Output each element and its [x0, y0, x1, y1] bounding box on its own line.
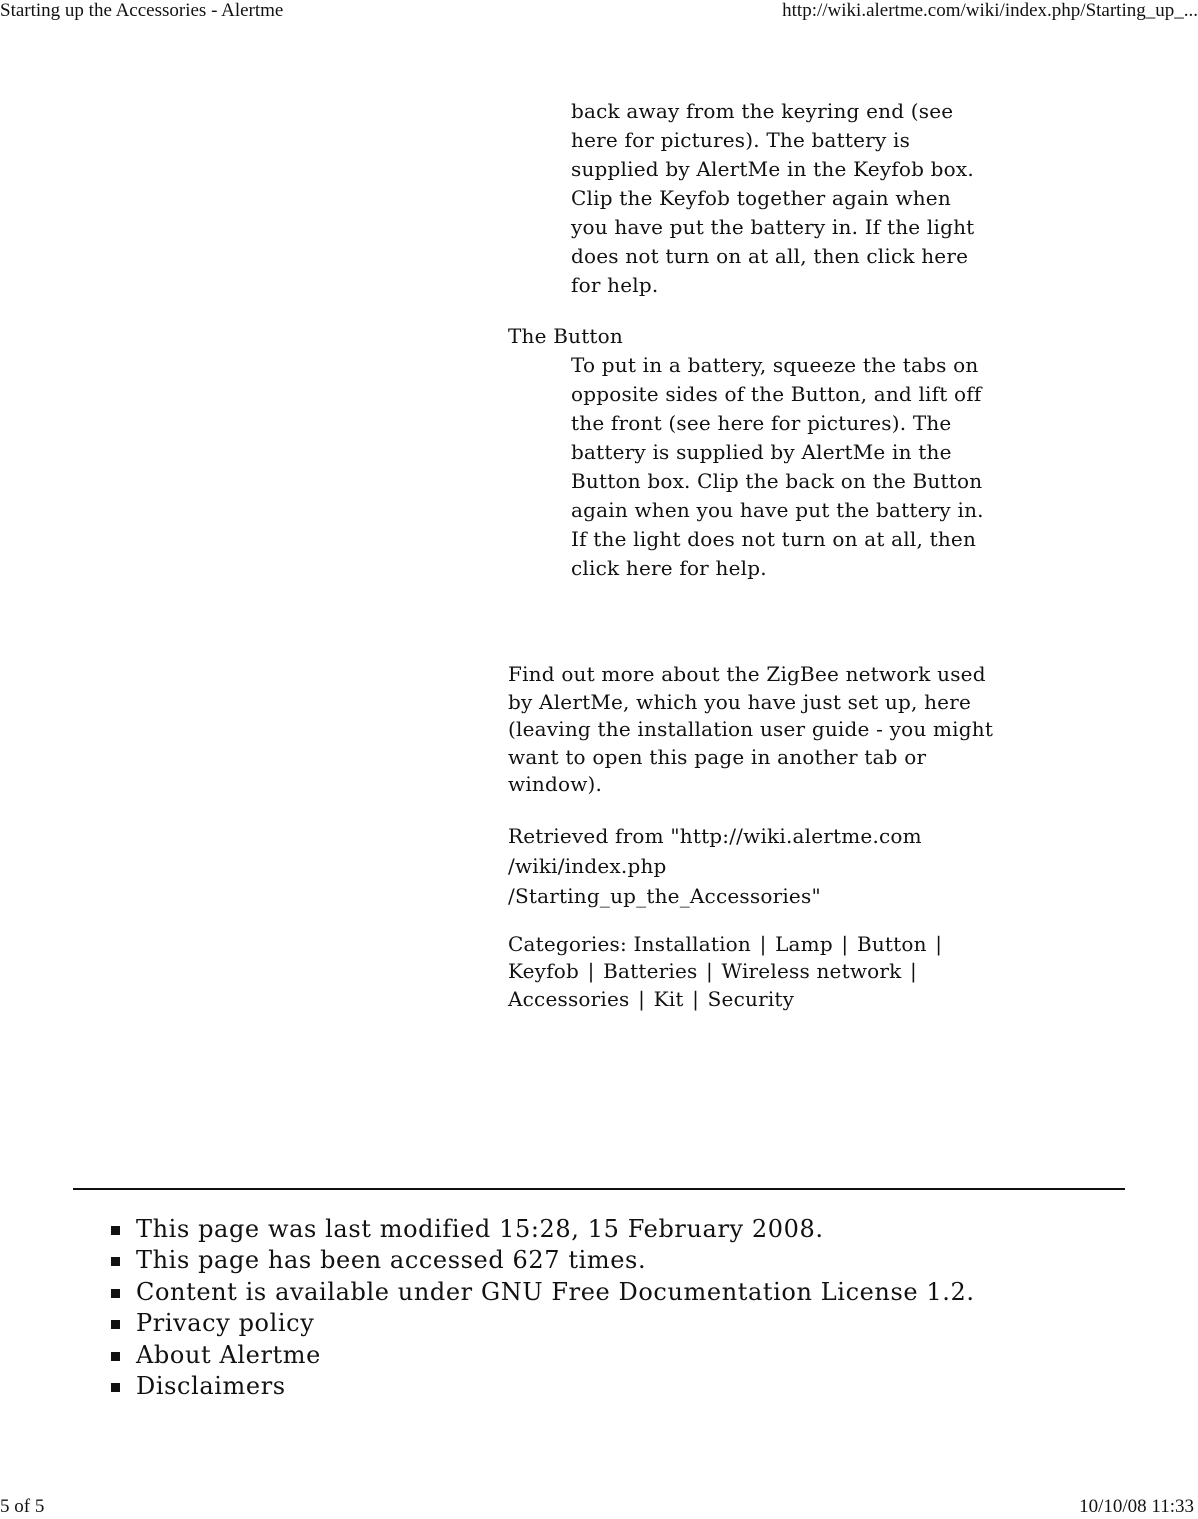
- footer-last-modified: This page was last modified 15:28, 15 February 2008.: [111, 1214, 975, 1245]
- article-content: [508, 97, 994, 1013]
- print-date: 10/10/08 11:33: [1079, 1496, 1194, 1517]
- accessory-definition-list: [508, 97, 994, 583]
- square-bullet-icon: [111, 1352, 120, 1361]
- category-separator: |: [759, 931, 767, 956]
- category-link-wireless-network[interactable]: Wireless network: [721, 959, 902, 983]
- category-separator: |: [910, 959, 917, 983]
- square-bullet-icon: [111, 1383, 120, 1392]
- footer-info-list: [111, 1214, 975, 1402]
- category-link-installation[interactable]: Installation: [633, 931, 751, 956]
- category-link-kit[interactable]: Kit: [653, 986, 684, 1011]
- category-links: [508, 931, 994, 1014]
- keyfob-description: back away from the keyring end (see here for pictures). The battery is supplied by AlertMe in the Keyfob box. Clip the Keyfob together again when you have put the battery in. If the light does not turn on at all, then click here for help.: [571, 99, 975, 297]
- category-separator: |: [706, 959, 713, 983]
- category-link-button[interactable]: Button: [856, 931, 927, 956]
- square-bullet-icon: [111, 1257, 120, 1266]
- category-separator: |: [841, 931, 849, 956]
- category-separator: |: [935, 931, 943, 956]
- category-link-keyfob[interactable]: Keyfob: [508, 959, 579, 983]
- category-separator: |: [587, 959, 595, 983]
- print-page-url: http://wiki.alertme.com/wiki/index.php/Starting_up_...: [782, 0, 1198, 21]
- category-link-accessories[interactable]: Accessories: [508, 986, 630, 1011]
- footer-access-count: This page has been accessed 627 times.: [111, 1245, 975, 1276]
- footer-about[interactable]: About Alertme: [111, 1340, 975, 1371]
- footer-privacy-policy[interactable]: Privacy policy: [111, 1308, 975, 1339]
- retrieved-suffix: ": [811, 883, 821, 908]
- categories-label: Categories:: [508, 931, 627, 956]
- footer-license[interactable]: Content is available under GNU Free Documentation License 1.2.: [111, 1277, 975, 1308]
- square-bullet-icon: [111, 1226, 120, 1235]
- button-description: To put in a battery, squeeze the tabs on opposite sides of the Button, and lift off the front (see here for pictures). The battery is supplied by AlertMe in the Button box. Clip the back on the Button again when you have put the battery in. If the light does not turn on at all, then click here for help.: [571, 353, 984, 580]
- print-footer: [0, 1496, 1198, 1519]
- retrieved-link[interactable]: http://wiki.alertme.com /wiki/index.php /Starting_up_the_Accessories: [508, 823, 922, 908]
- print-page-number: 5 of 5: [0, 1496, 45, 1517]
- zigbee-paragraph: Find out more about the ZigBee network used by AlertMe, which you have just set up, here (leaving the installation user guide - you might want to open this page in another tab or window).: [508, 662, 994, 796]
- category-link-batteries[interactable]: Batteries: [603, 959, 698, 983]
- retrieved-from: [508, 821, 994, 911]
- category-link-lamp[interactable]: Lamp: [775, 931, 833, 956]
- category-separator: |: [692, 986, 700, 1011]
- category-separator: |: [638, 986, 646, 1011]
- print-header: [0, 0, 1198, 24]
- square-bullet-icon: [111, 1320, 120, 1329]
- square-bullet-icon: [111, 1289, 120, 1298]
- print-page-title: Starting up the Accessories - Alertme: [0, 0, 284, 21]
- footer-disclaimers[interactable]: Disclaimers: [111, 1371, 975, 1402]
- retrieved-prefix: Retrieved from ": [508, 823, 680, 848]
- category-link-security[interactable]: Security: [707, 986, 795, 1011]
- footer-divider: [73, 1188, 1125, 1190]
- button-term: The Button: [508, 324, 623, 348]
